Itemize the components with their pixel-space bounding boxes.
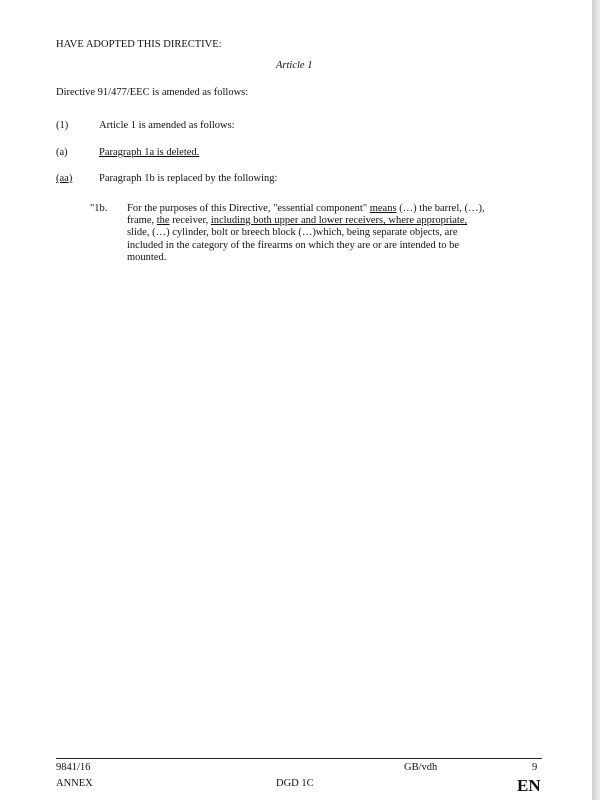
- footer-document-number: 9841/16: [56, 762, 91, 773]
- quote-line: included in the category of the firearms on which they are or are intended to be: [127, 239, 460, 251]
- quote-underlined-text: including both upper and lower receivers, where appropriate,: [210, 215, 468, 227]
- item-number-a: (a): [56, 147, 68, 158]
- quote-text: receiver,: [169, 215, 211, 227]
- quote-text: (…) the barrel, (…),: [396, 203, 485, 214]
- footer-dgd-code: DGD 1C: [276, 778, 314, 789]
- item-text-1: Article 1 is amended as follows:: [99, 120, 235, 131]
- item-text-a: Paragraph 1a is deleted.: [99, 147, 200, 158]
- footer-divider: [56, 758, 542, 759]
- item-number-1: (1): [56, 120, 69, 131]
- footer-annex-label: ANNEX: [56, 778, 93, 789]
- intro-text: Directive 91/477/EEC is amended as follows:: [56, 87, 249, 98]
- quote-text: frame,: [127, 215, 157, 227]
- quote-underlined-text: means: [369, 203, 397, 214]
- item-text-aa: Paragraph 1b is replaced by the following:: [99, 173, 278, 184]
- footer-language-code: EN: [517, 776, 541, 795]
- quote-line: slide, (…) cylinder, bolt or breech block (…)which, being separate objects, are: [127, 227, 458, 239]
- quote-number: "1b.: [90, 203, 108, 214]
- footer-page-number: 9: [532, 762, 538, 773]
- directive-heading: HAVE ADOPTED THIS DIRECTIVE:: [56, 39, 222, 50]
- viewer-page-shadow: [592, 0, 600, 800]
- quote-underlined-text: the: [156, 215, 170, 227]
- item-number-aa: (aa): [56, 173, 73, 184]
- quote-line: mounted.: [127, 251, 167, 263]
- article-title: Article 1: [276, 60, 313, 71]
- quote-line: [127, 215, 552, 227]
- quote-body: [127, 203, 552, 264]
- footer-author-code: GB/vdh: [404, 762, 438, 773]
- quote-text: For the purposes of this Directive, "essential component": [127, 203, 370, 214]
- quote-line: [127, 203, 552, 215]
